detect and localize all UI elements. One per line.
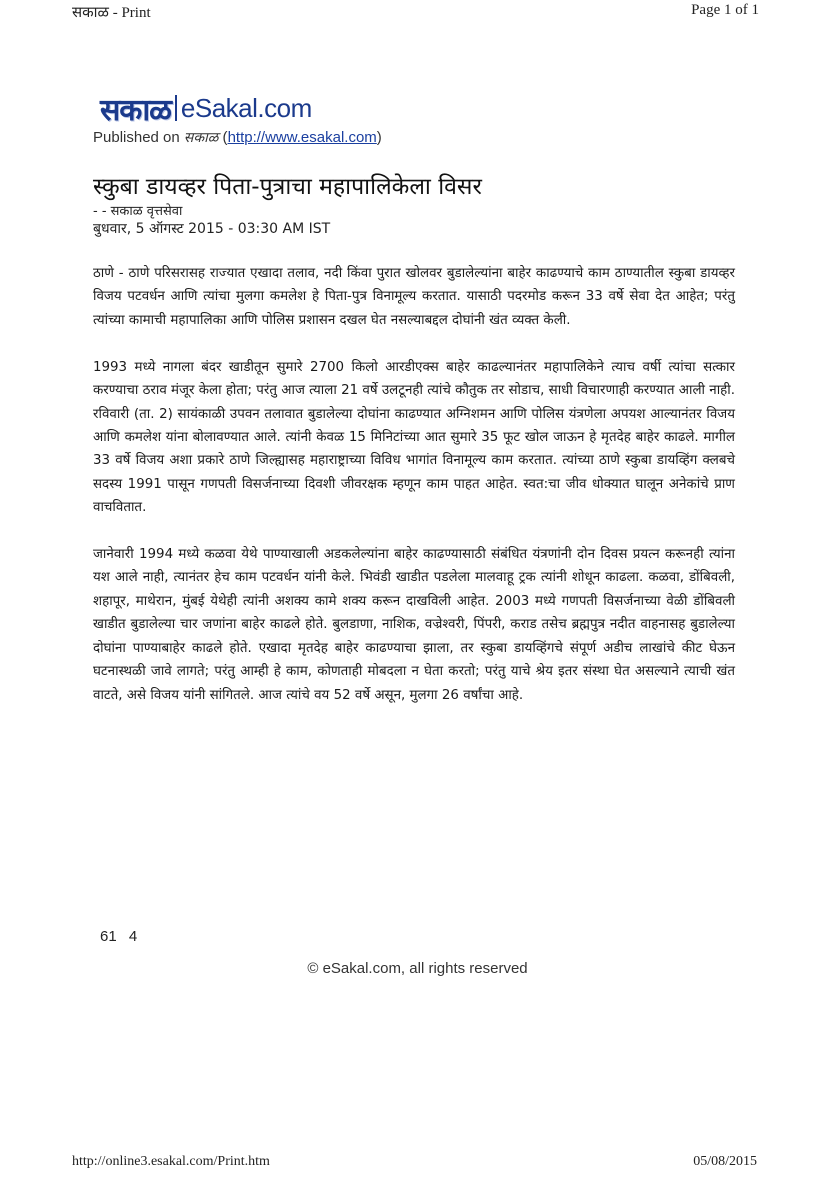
article-byline: - - सकाळ वृत्तसेवा [93, 204, 183, 219]
logo-english-text: eSakal.com [180, 92, 312, 123]
published-close-paren: ) [376, 129, 382, 146]
article-counts: 61 4 [100, 928, 138, 945]
print-header [72, 2, 757, 22]
published-open-paren: ( [218, 129, 228, 146]
print-footer [72, 1154, 757, 1172]
logo-divider [175, 95, 177, 121]
print-footer-date: 05/08/2015 [693, 1154, 757, 1169]
esakal-logo[interactable] [100, 88, 312, 128]
article-date: बुधवार, 5 ऑगस्ट 2015 - 03:30 AM IST [93, 221, 331, 237]
published-on-line [93, 128, 382, 147]
article-paragraph: ठाणे - ठाणे परिसरासह राज्यात एखादा तलाव, नदी किंवा पुरात खोलवर बुडालेल्यांना बाहेर काढण्याचे काम ठाण्यातील स्कुबा डायव्हर विजय पटवर्धन आणि त्यांचा मुलगा कमलेश हे पिता-पुत्र विनामूल्य करतात. यासाठी पदरमोड करून 33 वर्षे सेवा देत आहेत; परंतु त्यांच्या कामाची महापालिका आणि पोलिस प्रशासन दखल घेत नसल्याबद्दल दोघांनी खंत व्यक्त केली. [93, 266, 735, 328]
published-site-link[interactable]: http://www.esakal.com [227, 129, 377, 146]
print-page-title: सकाळ - Print [72, 5, 151, 21]
article-paragraph: 1993 मध्ये नागला बंदर खाडीतून सुमारे 2700 किलो आरडीएक्स बाहेर काढल्यानंतर महापालिकेने त्याच वर्षी त्यांचा सत्कार करण्याचा ठराव मंजूर केला होता; परंतु आज त्याला 21 वर्षे उलटूनही त्यांचे कौतुक तर सोडाच, साधी विचारणाही करण्यात आली नाही. रविवारी (ता. 2) सायंकाळी उपवन तलावात बुडालेल्या दोघांना काढण्यात अग्निशमन आणि पोलिस यंत्रणेला अपयश आल्यानंतर विजय आणि कमलेश यांना बोलावण्यात आले. त्यांनी केवळ 15 मिनिटांच्या आत सुमारे 35 फूट खोल जाऊन हे मृतदेह बाहेर काढले. मागील 33 वर्षे विजय अशा प्रकारे ठाणे जिल्ह्यासह महाराष्ट्राच्या विविध भागांत विनामूल्य काम करतात. त्यांच्या ठाणे स्कुबा डायव्हिंग क्लबचे सदस्य 1991 पासून गणपती विसर्जनाच्या दिवशी जीवरक्षक म्हणून काम पाहत आहेत. स्वत:चा जीव धोक्यात घालून अनेकांचे प्राण वाचवितात. [93, 359, 735, 516]
published-prefix: Published on [93, 129, 180, 146]
copyright-notice: © eSakal.com, all rights reserved [307, 960, 528, 977]
print-footer-url: http://online3.esakal.com/Print.htm [72, 1154, 270, 1169]
print-page-number: Page 1 of 1 [691, 2, 759, 18]
article-body [93, 262, 735, 730]
published-site-name: सकाळ [183, 130, 219, 146]
article-paragraph: जानेवारी 1994 मध्ये कळवा येथे पाण्याखाली अडकलेल्यांना बाहेर काढण्यासाठी संबंधित यंत्रणांनी दोन दिवस प्रयत्न करूनही त्यांना यश आले नाही, त्यानंतर हेच काम पटवर्धन यांनी केले. भिवंडी खाडीत पडलेला मालवाहू ट्रक त्यांनी शोधून काढला. कळवा, डोंबिवली, शहापूर, माथेरान, मुंबई येथेही त्यांनी अशक्य कामे शक्य करून दाखविली आहेत. 2003 मध्ये गणपती विसर्जनाच्या वेळी डोंबिवली खाडीत बुडालेल्या चार जणांना बाहेर काढले होते. बुलडाणा, नाशिक, वज्रेश्वरी, पिंपरी, कराड तसेच ब्रह्मपुत्र नदीत वाहनासह बुडालेल्या दोघांना पाण्याबाहेर काढले होते. एखादा मृतदेह बाहेर काढण्याचा झाला, तर स्कुबा डायव्हिंगचे संपूर्ण अडीच लाखांचे कीट घेऊन घटनास्थळी जावे लागते; परंतु आम्ही हे काम, कोणताही मोबदला न घेता करतो; परंतु याचे श्रेय इतर संस्था घेत असल्याने त्याची खंत वाटते, असे विजय यांनी सांगितले. आज त्यांचे वय 52 वर्षे असून, मुलगा 26 वर्षांचा आहे. [93, 547, 735, 703]
article-title: स्कुबा डायव्हर पिता-पुत्राचा महापालिकेला विसर [93, 174, 482, 200]
logo-marathi-text: सकाळ [100, 92, 171, 128]
